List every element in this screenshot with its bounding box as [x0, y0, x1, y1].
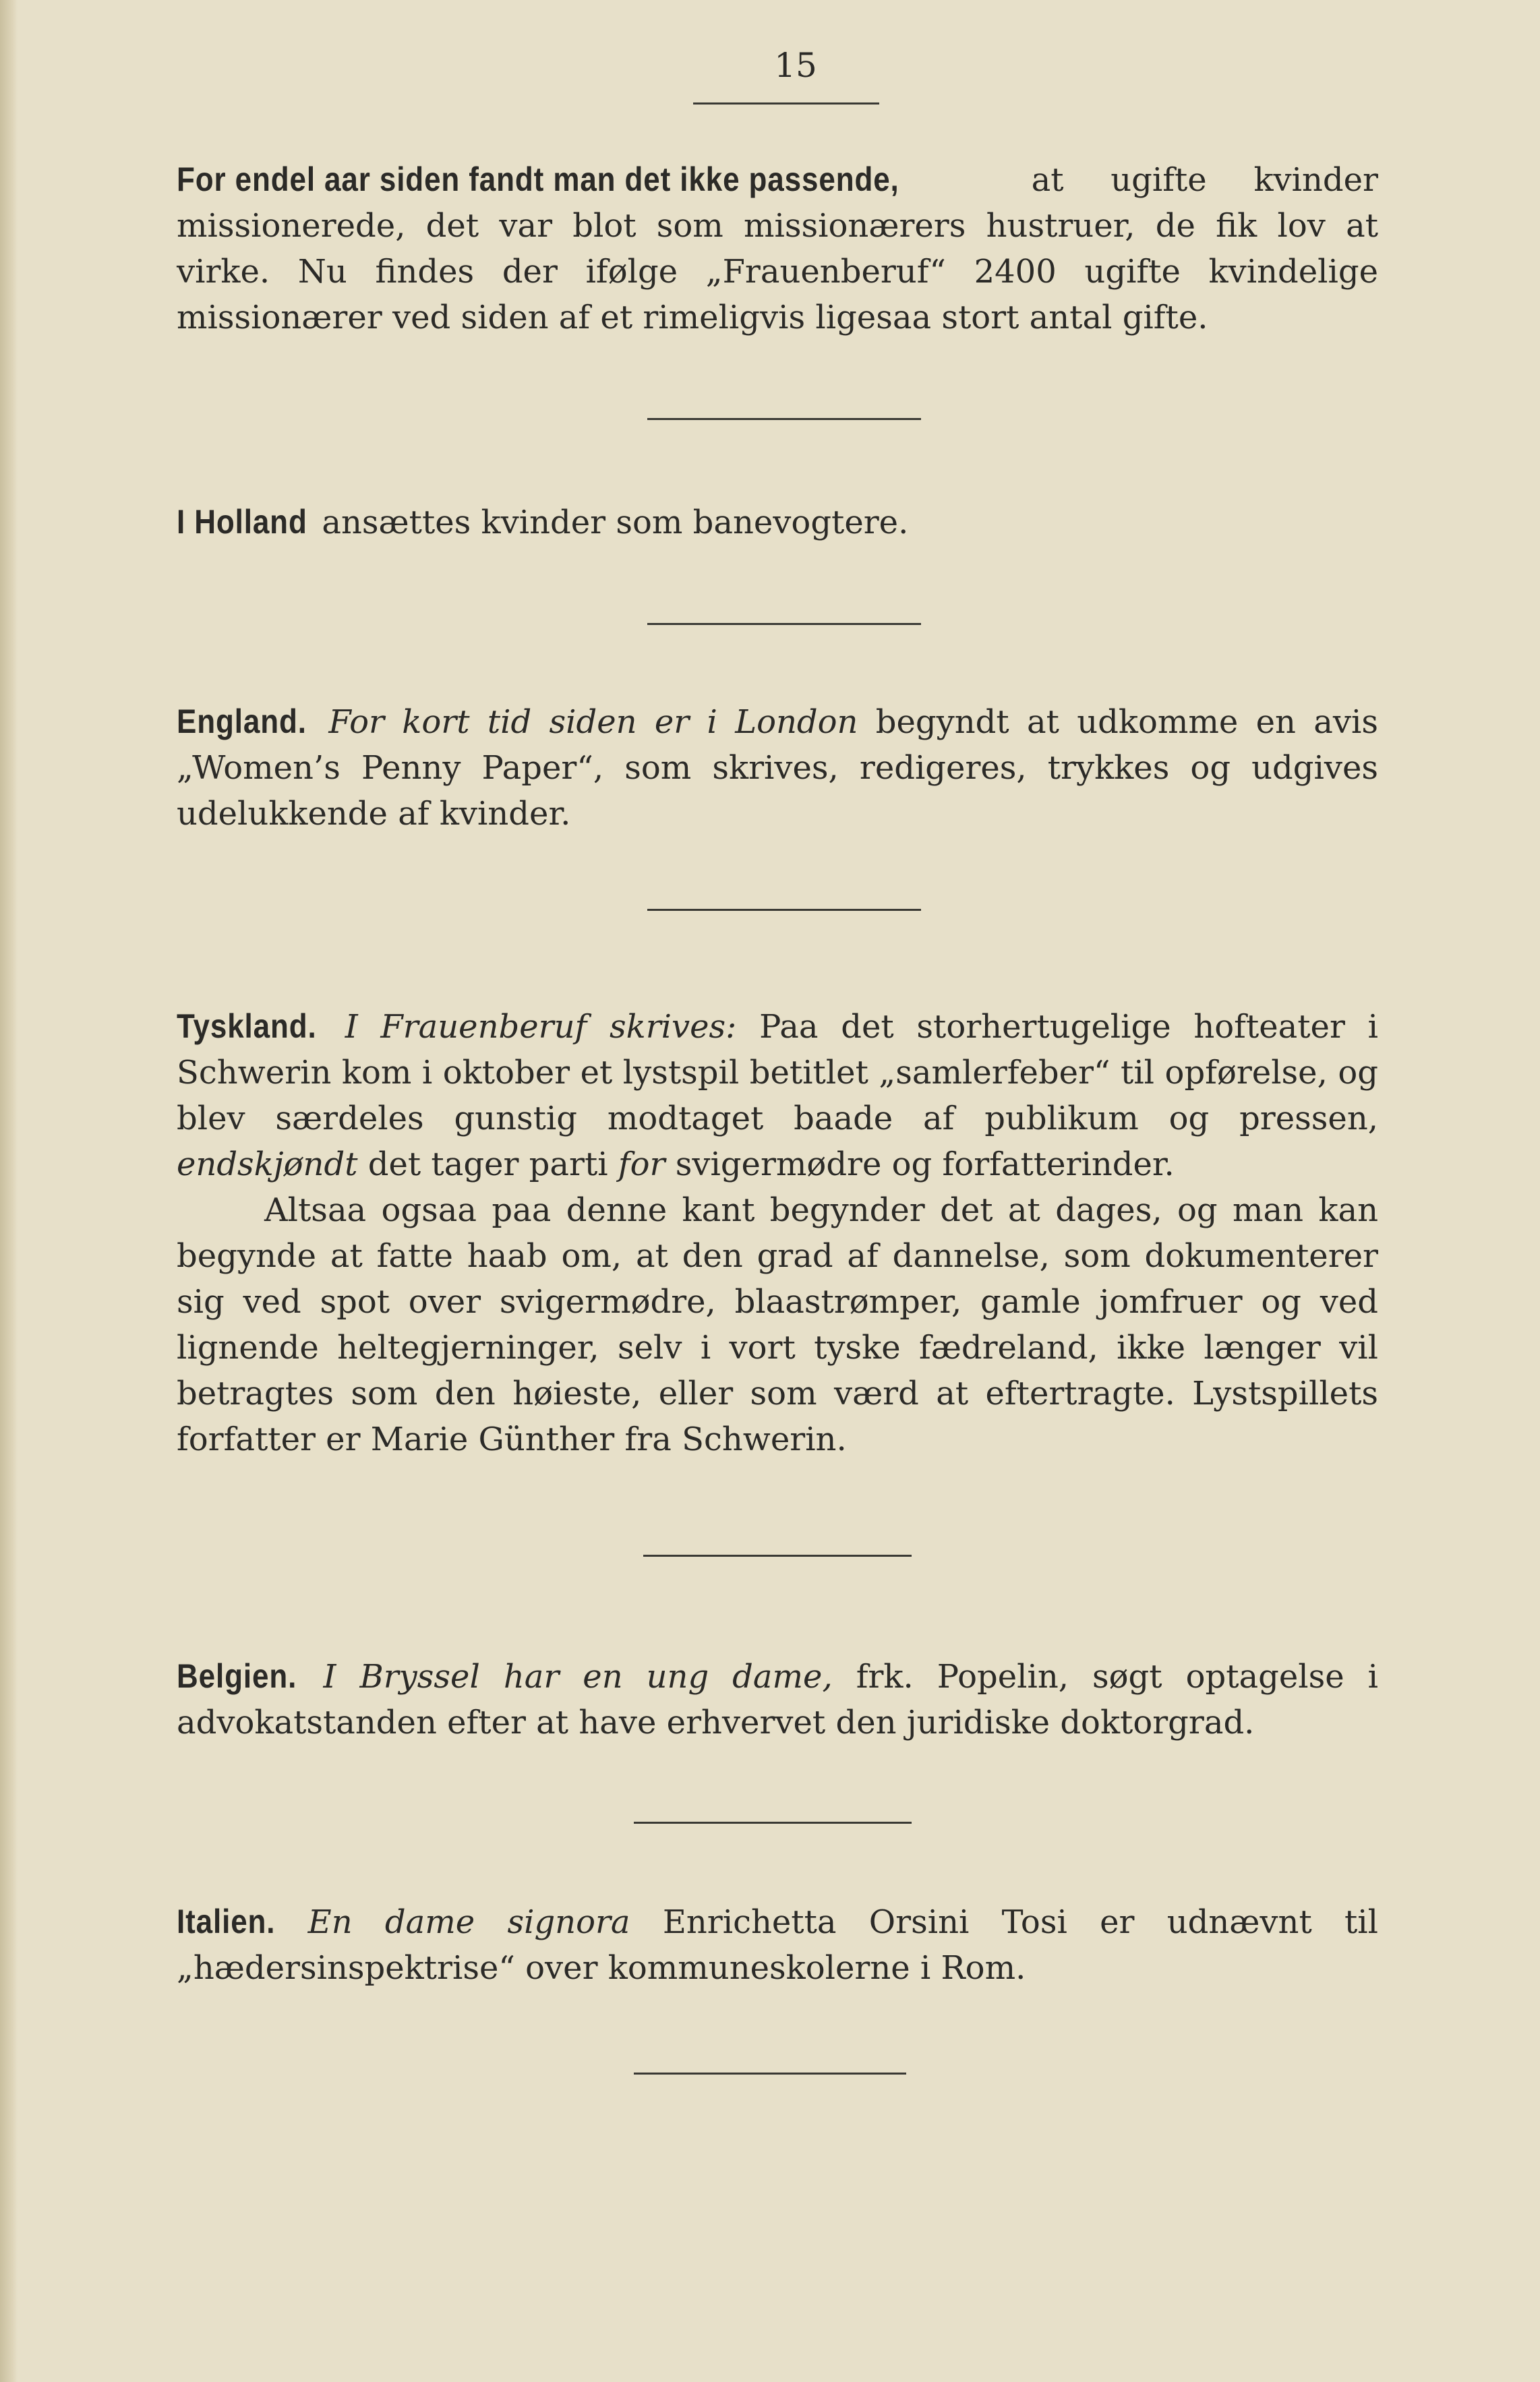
- belgien-paragraph: [177, 1653, 1378, 1746]
- holland-text: ansættes kvinder som banevogtere.: [312, 504, 909, 541]
- missionaries-paragraph: [177, 156, 1378, 340]
- holland-paragraph: [177, 499, 1378, 545]
- belgien-italic: I Bryssel har en ung dame,: [299, 1658, 833, 1696]
- divider-5: [634, 1822, 912, 1824]
- section-belgien: [177, 1653, 1378, 1746]
- section-missionaries: [177, 156, 1378, 340]
- section-tyskland: [177, 1003, 1378, 1462]
- italien-heading: Italien.: [177, 1903, 276, 1940]
- divider-3: [647, 909, 921, 911]
- tyskland-heading: Tyskland.: [177, 1007, 317, 1045]
- divider-2: [647, 623, 921, 625]
- tyskland-text-2: det tager parti: [357, 1145, 618, 1183]
- divider-6: [634, 2073, 906, 2075]
- section-holland: [177, 499, 1378, 545]
- england-heading: England.: [177, 703, 307, 740]
- section-england: [177, 698, 1378, 837]
- page-number-rule: [693, 102, 879, 105]
- tyskland-paragraph-2: Altsaa ogsaa paa denne kant begynder det at dages, og man kan begynde at fatte haab om, at den grad af dannelse, som dokumenterer sig ved spot over svigermødre, blaastrømper, gamle jomfruer og ved lignende heltegjerninger, selv i vort tyske fædreland, ikke længer vil betragtes som den høieste, eller som værd at eftertragte. Lystspillets forfatter er Marie Günther fra Schwerin.: [177, 1191, 1378, 1458]
- england-italic: For kort tid siden er i London: [311, 703, 858, 741]
- section-italien: [177, 1899, 1378, 1991]
- page-edge-shadow: [0, 0, 18, 2382]
- missionaries-heading: For endel aar siden fandt man det ikke passende,: [177, 160, 899, 198]
- tyskland-text-1: Paa det storhertugelige hofteater i Schwerin kom i oktober et lystspil betitlet „samlerfeber“ til opførelse, og blev særdeles gunstig modtaget baade af publikum og pressen,: [177, 1008, 1379, 1137]
- tyskland-italic: I Frauenberuf skrives:: [322, 1008, 737, 1046]
- tyskland-text-3: svigermødre og forfatterinder.: [665, 1145, 1175, 1183]
- tyskland-paragraph-1: [177, 1003, 1378, 1187]
- italien-italic: En dame signora: [275, 1903, 630, 1941]
- divider-1: [647, 418, 921, 420]
- missionaries-text: at ugifte kvinder missionerede, det var blot som missionærers hustruer, de fik lov at virke. Nu findes der ifølge „Frauenberuf“ 2400 ugifte kvindelige missionærer ved siden af et rimeligvis ligesaa stort antal gifte.: [177, 161, 1378, 336]
- italien-paragraph: [177, 1899, 1378, 1991]
- holland-heading: I Holland: [177, 503, 307, 541]
- england-paragraph: [177, 698, 1378, 837]
- page-number: 15: [774, 46, 817, 85]
- tyskland-italic-3: for: [618, 1145, 665, 1183]
- england-text: begyndt at udkomme en avis „Women’s Penny Paper“, som skrives, redigeres, trykkes og udgives udelukkende af kvinder.: [177, 703, 1379, 833]
- tyskland-italic-2: endskjøndt: [177, 1145, 358, 1183]
- belgien-text: frk. Popelin, søgt optagelse i advokatstanden efter at have erhvervet den juridiske doktorgrad.: [177, 1658, 1378, 1741]
- belgien-heading: Belgien.: [177, 1657, 297, 1695]
- divider-4: [643, 1555, 912, 1557]
- italien-text: Enrichetta Orsini Tosi er udnævnt til „hædersinspektrise“ over kommuneskolerne i Rom.: [177, 1903, 1379, 1987]
